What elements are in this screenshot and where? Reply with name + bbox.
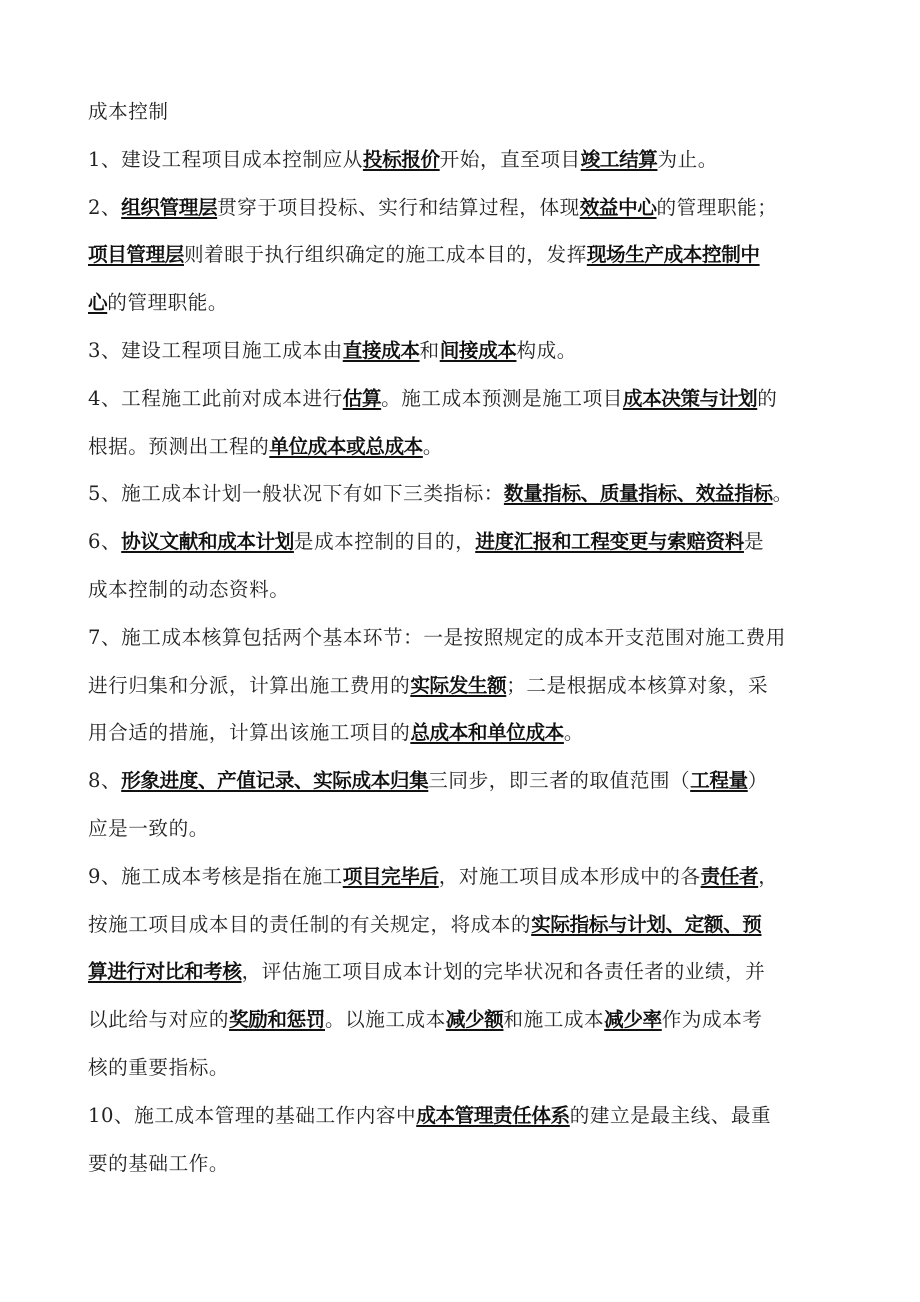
text-segment: 贯穿于项目投标、实行和结算过程，体现 [217, 195, 580, 219]
text-segment: 的 [757, 386, 778, 410]
key-term: 现场生产成本控制中 [586, 243, 760, 267]
text-segment: 的管理职能； [656, 195, 778, 219]
text-line [88, 279, 834, 327]
text-segment: 7、施工成本核算包括两个基本环节：一是按照规定的成本开支范围对施工费用 [88, 625, 786, 649]
key-term: 责任者 [700, 864, 759, 888]
text-segment: 根据。预测出工程的 [88, 434, 270, 458]
text-line [88, 662, 834, 710]
text-line [88, 231, 834, 279]
key-term: 心 [88, 291, 108, 315]
text-segment: 。 [422, 434, 444, 458]
document-body [88, 136, 834, 1188]
text-segment: ） [747, 769, 768, 793]
text-segment: 5、施工成本计划一般状况下有如下三类指标： [88, 482, 504, 506]
text-segment: 作为成本考 [661, 1008, 763, 1032]
text-line [88, 375, 834, 423]
text-segment: 。 [772, 482, 793, 506]
text-line [88, 1140, 834, 1188]
key-term: 直接成本 [342, 338, 420, 362]
key-term: 减少率 [604, 1008, 662, 1032]
text-line [88, 136, 834, 184]
key-term: 项目管理层 [88, 243, 184, 267]
text-line [88, 853, 834, 901]
text-segment: 9、施工成本考核是指在施工 [88, 864, 343, 888]
key-term: 投标报价 [362, 147, 440, 171]
text-line [88, 1092, 834, 1140]
text-line [88, 327, 834, 375]
text-line [88, 423, 834, 471]
key-term: 实际发生额 [410, 673, 507, 697]
text-segment: 。 [563, 721, 585, 745]
text-segment: 以此给与对应的 [88, 1008, 230, 1032]
text-line [88, 901, 834, 949]
text-segment: 的管理职能。 [107, 291, 229, 315]
text-line [88, 757, 834, 805]
text-segment: 4、工程施工此前对成本进行 [88, 386, 343, 410]
text-segment: ；二是根据成本核算对象，采 [506, 673, 769, 697]
text-segment: 3、建设工程项目施工成本由 [88, 338, 343, 362]
key-term: 进度汇报和工程变更与索赔资料 [475, 530, 744, 554]
text-segment: 8、 [88, 769, 122, 793]
text-segment: 进行归集和分派，计算出施工费用的 [88, 673, 411, 697]
document-page [88, 88, 834, 1187]
text-segment: 则着眼于执行组织确定的施工成本目的，发挥 [183, 243, 587, 267]
key-term: 算进行对比和考核 [88, 960, 242, 984]
text-line [88, 184, 834, 232]
key-term: 减少额 [445, 1008, 504, 1032]
text-line [88, 518, 834, 566]
key-term: 估算 [342, 386, 382, 410]
key-term: 效益中心 [579, 195, 657, 219]
text-segment: 6、 [88, 530, 122, 554]
text-segment: 2、 [88, 195, 122, 219]
text-segment: 核的重要指标。 [88, 1055, 230, 1079]
key-term: 协议文献和成本计划 [121, 530, 294, 554]
text-line [88, 996, 834, 1044]
text-line [88, 566, 834, 614]
text-segment: 是成本控制的目的， [293, 530, 476, 554]
text-segment: 。以施工成本 [324, 1008, 446, 1032]
text-segment: 1、建设工程项目成本控制应从 [88, 147, 363, 171]
key-term: 形象进度、产值记录、实际成本归集 [121, 769, 429, 793]
text-segment: ，对施工项目成本形成中的各 [438, 864, 701, 888]
text-segment: ，评估施工项目成本计划的完毕状况和各责任者的业绩，并 [241, 960, 766, 984]
key-term: 间接成本 [439, 338, 517, 362]
text-segment: 和施工成本 [503, 1008, 605, 1032]
text-line [88, 1044, 834, 1092]
text-segment: 的建立是最主线、最重 [569, 1103, 772, 1127]
text-segment: 10、施工成本管理的基础工作内容中 [88, 1103, 417, 1127]
key-term: 成本决策与计划 [622, 386, 758, 410]
key-term: 工程量 [690, 769, 748, 793]
text-line [88, 805, 834, 853]
text-segment: 应是一致的。 [88, 816, 209, 840]
key-term: 数量指标、质量指标、效益指标 [503, 482, 773, 506]
key-term: 竣工结算 [580, 147, 658, 171]
key-term: 单位成本或总成本 [269, 434, 423, 458]
text-segment: 为止。 [657, 147, 718, 171]
text-line [88, 709, 834, 757]
key-term: 总成本和单位成本 [410, 721, 564, 745]
text-segment: 按施工项目成本目的责任制的有关规定，将成本的 [88, 912, 532, 936]
document-title: 成本控制 [88, 100, 169, 123]
key-term: 实际指标与计划、定额、预 [531, 912, 762, 936]
text-segment: 成本控制的动态资料。 [88, 577, 290, 601]
text-line [88, 948, 834, 996]
text-segment: 和 [419, 338, 440, 362]
text-segment: 。施工成本预测是施工项目 [381, 386, 623, 410]
key-term: 项目完毕后 [342, 864, 439, 888]
key-term: 组织管理层 [121, 195, 218, 219]
text-segment: 开始，直至项目 [439, 147, 581, 171]
text-segment: 是 [743, 530, 765, 554]
text-line [88, 470, 834, 518]
text-segment: ， [758, 864, 779, 888]
text-line [88, 614, 834, 662]
text-segment: 构成。 [516, 338, 577, 362]
key-term: 奖励和惩罚 [229, 1008, 325, 1032]
text-segment: 用合适的措施，计算出该施工项目的 [88, 721, 411, 745]
key-term: 成本管理责任体系 [416, 1103, 570, 1127]
text-segment: 要的基础工作。 [88, 1151, 230, 1175]
text-segment: 三同步，即三者的取值范围（ [428, 769, 691, 793]
